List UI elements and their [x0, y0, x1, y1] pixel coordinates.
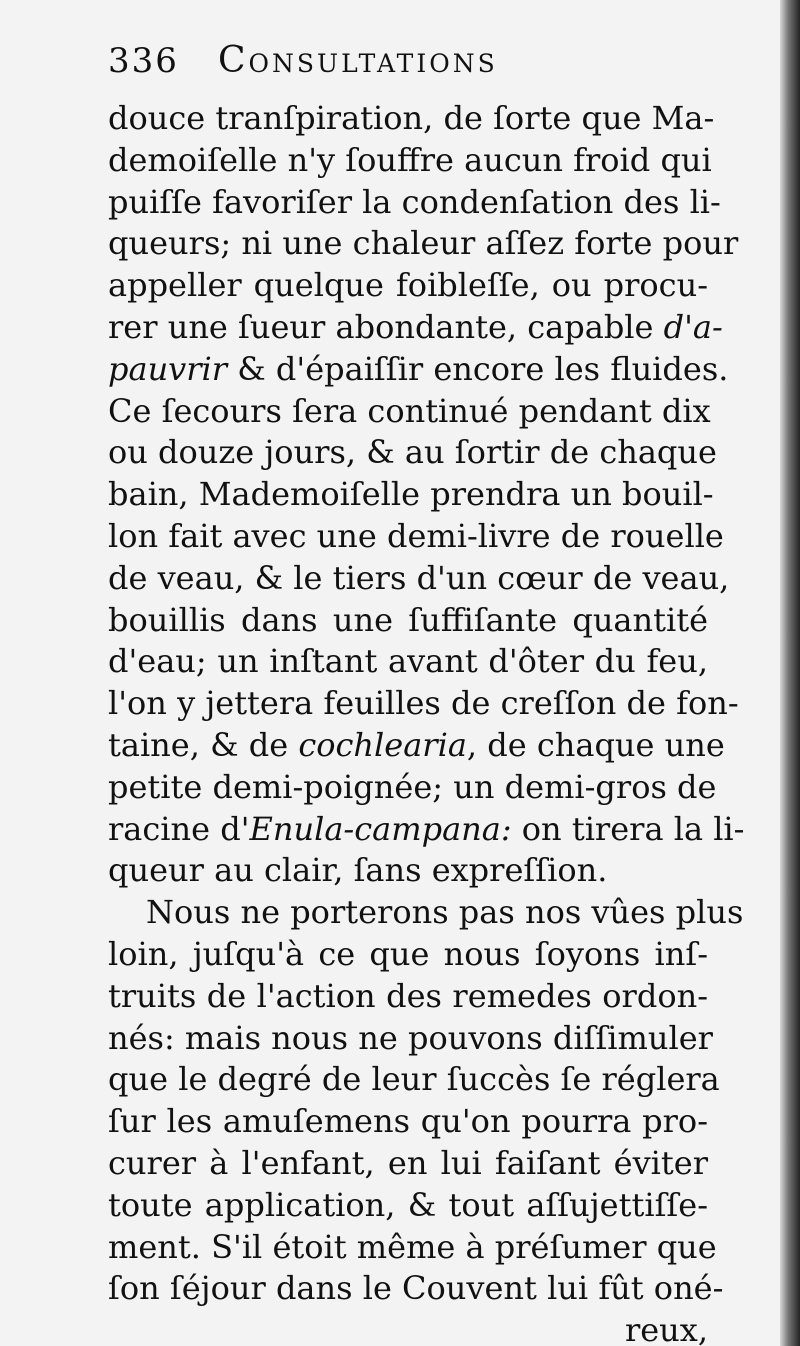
running-header: [108, 40, 708, 98]
text-line: [108, 516, 724, 558]
text-run: on tirera la li-: [511, 809, 745, 848]
text-line: [108, 474, 714, 516]
italic-text: cochlearia: [298, 725, 467, 764]
text-run: loin, juſqu'à ce que nous ſoyons inſ-: [108, 934, 708, 973]
text-run: taine, & de: [108, 725, 299, 764]
text-line: [108, 349, 729, 391]
text-run: rer une ſueur abondante, capable: [108, 307, 664, 346]
text-line: [108, 976, 708, 1018]
text-line: [108, 1268, 724, 1310]
text-run: de veau, & le tiers d'un cœur de veau,: [108, 558, 730, 597]
text-line: [108, 307, 723, 349]
text-run: que le degré de leur ſuccès ſe réglera: [108, 1060, 720, 1099]
text-line: [108, 725, 725, 767]
text-run: puiſſe favoriſer la condenſation des li-: [108, 182, 721, 221]
text-run: petite demi-poignée; un demi-gros de: [108, 767, 717, 806]
text-line: [108, 98, 715, 140]
text-run: & d'épaiſſir encore les fluides.: [227, 349, 729, 388]
text-line: [108, 683, 739, 725]
page-number: 336: [108, 41, 179, 81]
text-run: ſon ſéjour dans le Couvent lui fût oné-: [108, 1269, 724, 1308]
text-run: ou douze jours, & au ſortir de chaque: [108, 433, 717, 472]
text-run: queurs; ni une chaleur aſſez forte pour: [108, 224, 739, 263]
text-line: [108, 934, 708, 976]
text-run: nés: mais nous ne pouvons diſſimuler: [108, 1018, 713, 1057]
page-edge-shadow: [780, 0, 800, 1346]
text-run: lon fait avec une demi-livre de rouelle: [108, 516, 724, 555]
text-line: [108, 1059, 720, 1101]
italic-text: d'a-: [663, 307, 723, 346]
text-block: [108, 40, 745, 1346]
text-run: d'eau; un inſtant avant d'ôter du feu,: [108, 642, 708, 681]
text-line: [108, 391, 711, 433]
italic-text: pauvrir: [108, 349, 228, 388]
text-run: douce tranſpiration, de ſorte que Ma-: [108, 99, 715, 137]
text-line: [108, 600, 708, 642]
text-run: bouillis dans une ſuffiſante quantité: [108, 600, 708, 639]
text-line: [108, 641, 708, 683]
text-line: [108, 1143, 708, 1185]
text-line: [108, 1101, 708, 1143]
text-line: [108, 850, 708, 892]
italic-text: Enula-campana:: [249, 809, 512, 848]
body-text: [108, 98, 745, 1310]
text-run: racine d': [108, 809, 250, 848]
text-line: [108, 1185, 708, 1227]
text-run: Ce ſecours ſera continué pendant dix: [108, 391, 711, 430]
text-run: ment. S'il étoit même à préſumer que: [108, 1227, 717, 1266]
text-run: ſur les amuſemens qu'on pourra pro-: [108, 1102, 708, 1141]
text-line: [108, 558, 730, 600]
text-run: toute application, & tout aſſujettiſſe-: [108, 1185, 708, 1224]
text-line: [108, 767, 717, 809]
text-run: appeller quelque foibleſſe, ou procu-: [108, 266, 708, 305]
text-line: [108, 223, 739, 265]
text-run: Nous ne porterons pas nos vûes plus: [146, 893, 744, 932]
text-line: [108, 809, 745, 851]
text-line: [108, 892, 744, 934]
text-run: demoiſelle n'y ſouffre aucun froid qui: [108, 140, 712, 179]
running-title: Consultations: [218, 40, 498, 81]
text-line: [108, 182, 721, 224]
text-line: [108, 265, 708, 307]
text-line: [108, 140, 712, 182]
text-run: truits de l'action des remedes ordon-: [108, 976, 708, 1015]
text-run: queur au clair, ſans expreſſion.: [108, 851, 608, 890]
text-line: [108, 1018, 713, 1060]
text-line: [108, 432, 717, 474]
catchword: reux,: [624, 1311, 708, 1346]
text-run: curer à l'enfant, en lui faiſant éviter: [108, 1143, 708, 1182]
text-run: bain, Mademoiſelle prendra un bouil-: [108, 475, 714, 514]
text-run: l'on y jettera feuilles de creſſon de fon-: [108, 684, 739, 723]
text-line: [108, 1227, 717, 1269]
text-run: , de chaque une: [466, 725, 725, 764]
